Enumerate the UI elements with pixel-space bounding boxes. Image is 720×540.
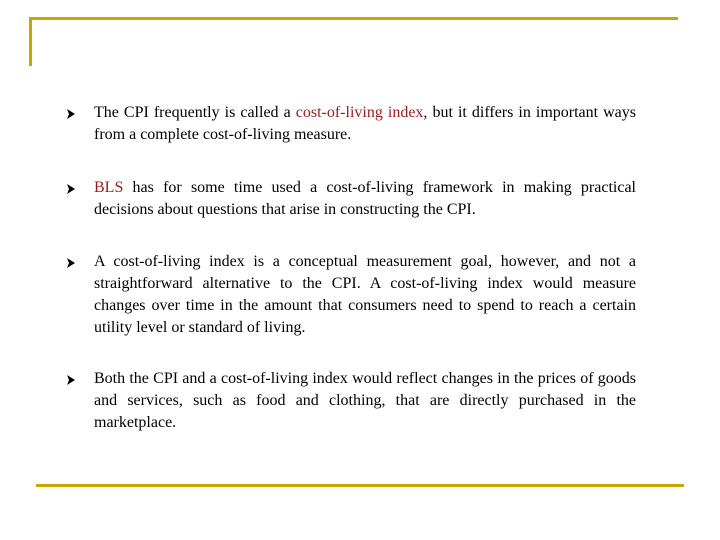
- frame-top-rule: [29, 17, 678, 20]
- bullet-item: [66, 251, 636, 339]
- bullet-highlight: BLS: [94, 179, 124, 196]
- bullet-item: [66, 368, 636, 434]
- bullet-text: A cost-of-living index is a conceptual measurement goal, however, and not a straightforward alternative to the CPI. A cost-of-living index would measure changes over time in the amount that consumers need to spend to reach a certain utility level or standard of living.: [94, 253, 636, 336]
- bullet-text: The CPI frequently is called a: [94, 104, 296, 121]
- frame-left-rule: [29, 17, 32, 66]
- bullet-highlight: cost-of-living index: [295, 104, 424, 121]
- frame-bottom-rule: [36, 484, 684, 487]
- arrow-bullet-icon: [66, 109, 76, 119]
- slide-body: [66, 102, 636, 434]
- bullet-item: [66, 102, 636, 146]
- bullet-text: has for some time used a cost-of-living framework in making practical decisions about questions that arise in constructing the CPI.: [94, 179, 636, 218]
- bullet-text: Both the CPI and a cost-of-living index would reflect changes in the prices of goods and services, such as food and clothing, that are directly purchased in the marketplace.: [94, 370, 636, 431]
- arrow-bullet-icon: [66, 184, 76, 194]
- arrow-bullet-icon: [66, 375, 76, 385]
- arrow-bullet-icon: [66, 258, 76, 268]
- bullet-text: , but it differs in important ways from a complete cost-of-living measure.: [94, 104, 637, 143]
- bullet-item: [66, 177, 636, 221]
